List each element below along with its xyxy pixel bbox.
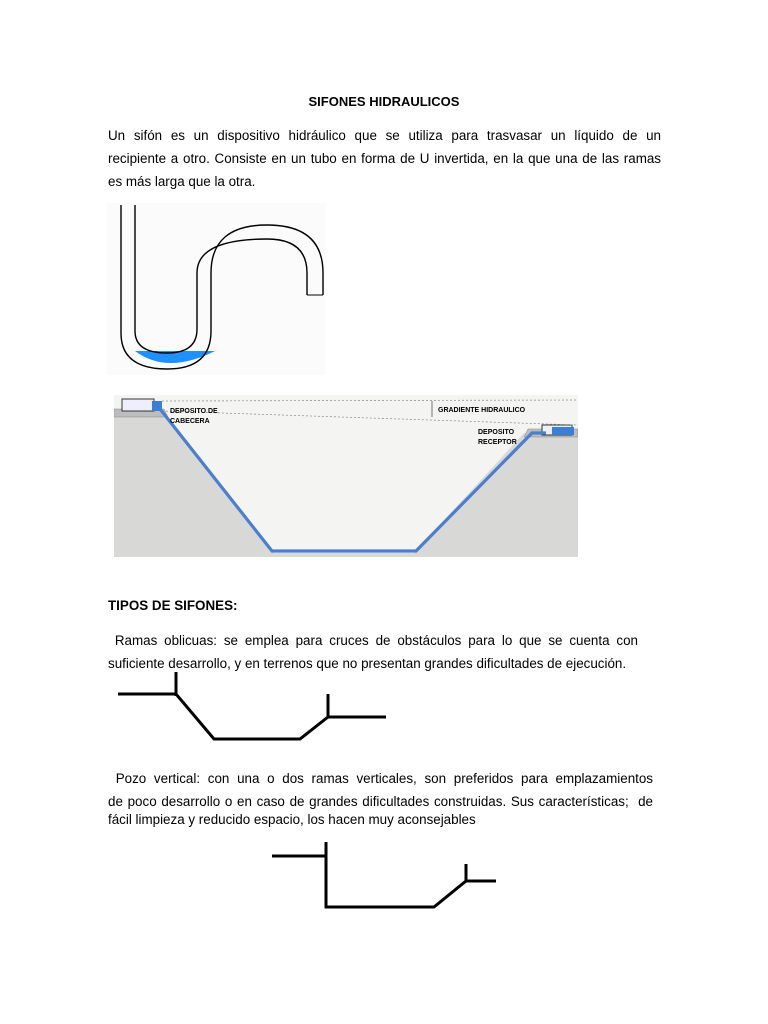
- intro-paragraph: [108, 124, 661, 193]
- section-heading: TIPOS DE SIFONES:: [108, 598, 238, 613]
- label-header-reservoir-2: CABECERA: [170, 418, 210, 425]
- oblique-branches-diagram: [116, 670, 388, 745]
- hydraulic-profile-diagram: [114, 395, 578, 557]
- vertical-shaft-diagram: [270, 840, 498, 912]
- intro-line: Un sifón es un dispositivo hidráulico que se utiliza para trasvasar un líquido de un: [108, 128, 661, 143]
- pozo-line: de poco desarrollo o en caso de grandes dificultades construidas. Sus características; de: [108, 794, 653, 809]
- page-title: SIFONES HIDRAULICOS: [308, 94, 460, 109]
- intro-line: es más larga que la otra.: [108, 174, 256, 189]
- pozo-vertical-paragraph: [108, 767, 653, 831]
- siphon-u-tube-diagram: [107, 203, 325, 375]
- pozo-line: fácil limpieza y reducido espacio, los hacen muy aconsejables: [108, 812, 476, 827]
- ramas-oblicuas-paragraph: [108, 629, 638, 675]
- ramas-line: Ramas oblicuas: se emplea para cruces de obstáculos para lo que se cuenta con: [108, 633, 638, 648]
- label-receiver-reservoir: DEPOSITO: [478, 429, 515, 436]
- ramas-line: suficiente desarrollo, y en terrenos que no presentan grandes dificultades de ejecución.: [108, 656, 627, 671]
- label-header-reservoir: DEPOSITO DE: [170, 408, 218, 415]
- label-receiver-reservoir-2: RECEPTOR: [478, 439, 517, 446]
- receiver-reservoir-water: [552, 427, 574, 435]
- label-hydraulic-gradient: GRADIENTE HIDRAULICO: [438, 407, 526, 414]
- pozo-line: Pozo vertical: con una o dos ramas verticales, son preferidos para emplazamientos: [108, 771, 653, 786]
- intro-line: recipiente a otro. Consiste en un tubo en forma de U invertida, en la que una de las ramas: [108, 151, 661, 166]
